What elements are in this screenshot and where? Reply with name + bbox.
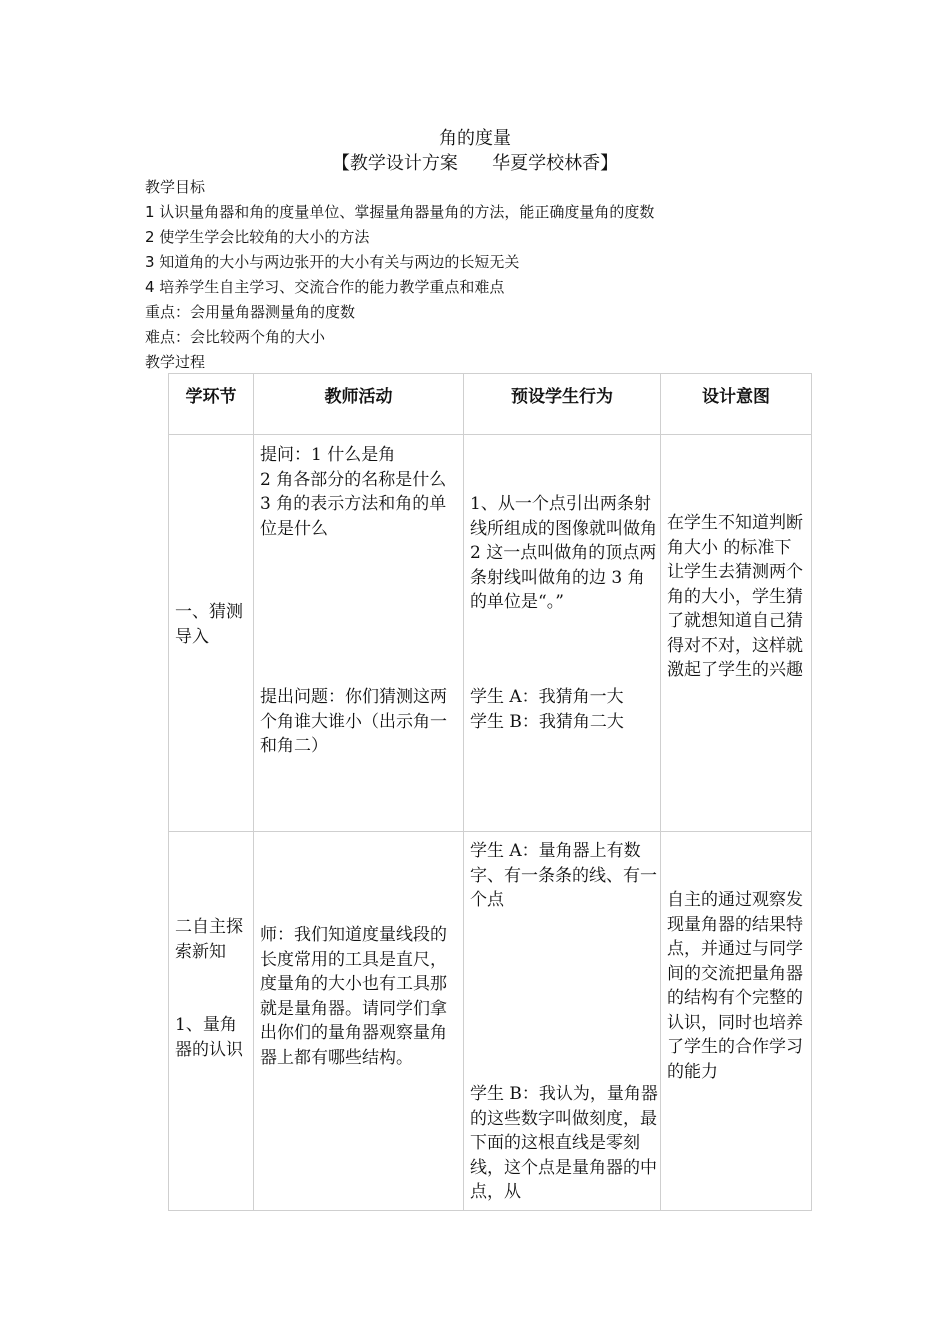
teacher-cell bbox=[254, 435, 464, 832]
student-cell bbox=[464, 435, 661, 832]
table-row bbox=[169, 832, 812, 1211]
student-cell bbox=[464, 832, 661, 1211]
student-guesses: 学生 A：我猜角一大 学生 B：我猜角二大 bbox=[470, 687, 624, 732]
header-teacher-activity: 教师活动 bbox=[254, 374, 464, 435]
teacher-instruction: 师：我们知道度量线段的长度常用的工具是直尺，度量角的大小也有工具那就是量角器。请同学们拿出你们的量角器观察量角器上都有哪些结构。 bbox=[260, 925, 447, 1068]
process-heading: 教学过程 bbox=[145, 353, 206, 371]
substage-text: 1、量角器的认识 bbox=[175, 1015, 243, 1060]
teacher-prompt: 提出问题：你们猜测这两个角谁大谁小（出示角一和角二） bbox=[260, 687, 447, 756]
header-student-behavior: 预设学生行为 bbox=[464, 374, 661, 435]
key-point: 重点：会用量角器测量角的度数 bbox=[145, 303, 356, 321]
goal-item-2: 2 使学生学会比较角的大小的方法 bbox=[145, 228, 370, 246]
teacher-questions: 提问：1 什么是角 2 角各部分的名称是什么 3 角的表示方法和角的单位是什么 bbox=[260, 445, 447, 539]
goal-item-4: 4 培养学生自主学习、交流合作的能力教学重点和难点 bbox=[145, 278, 505, 296]
lesson-plan-table bbox=[168, 373, 812, 1211]
intent-cell bbox=[661, 832, 812, 1211]
intent-text: 在学生不知道判断角大小 的标准下让学生去猜测两个角的大小，学生猜了就想知道自己猜得对不对，这样就激起了学生的兴趣 bbox=[667, 513, 803, 680]
stage-text: 一、猜测导入 bbox=[175, 602, 243, 647]
student-b-explanation: 学生 B：我认为，量角器的这些数字叫做刻度，最下面的这根直线是零刻线，这个点是量角器的中点，从 bbox=[470, 1084, 658, 1202]
student-answer: 1、从一个点引出两条射线所组成的图像就叫做角 2 这一点叫做角的顶点两条射线叫做角的边 3 角的单位是“。” bbox=[470, 494, 657, 612]
document-title: 角的度量 bbox=[439, 128, 511, 149]
header-stage: 学环节 bbox=[169, 374, 254, 435]
intent-text: 自主的通过观察发现量角器的结果特点，并通过与同学间的交流把量角器的结构有个完整的认识，同时也培养了学生的合作学习的能力 bbox=[667, 890, 803, 1082]
stage-cell bbox=[169, 832, 254, 1211]
stage-text: 二自主探索新知 bbox=[175, 917, 243, 962]
teacher-cell bbox=[254, 832, 464, 1211]
intent-cell bbox=[661, 435, 812, 832]
stage-cell bbox=[169, 435, 254, 832]
document-subtitle: 【教学设计方案 华夏学校林香】 bbox=[331, 153, 619, 174]
header-design-intent: 设计意图 bbox=[661, 374, 812, 435]
table-header-row bbox=[169, 374, 812, 435]
goals-heading: 教学目标 bbox=[145, 178, 206, 196]
goal-item-1: 1 认识量角器和角的度量单位、掌握量角器量角的方法，能正确度量角的度数 bbox=[145, 203, 655, 221]
student-a-observation: 学生 A：量角器上有数字、有一条条的线、有一个点 bbox=[470, 841, 657, 910]
table-row bbox=[169, 435, 812, 832]
difficulty-point: 难点：会比较两个角的大小 bbox=[145, 328, 326, 346]
goal-item-3: 3 知道角的大小与两边张开的大小有关与两边的长短无关 bbox=[145, 253, 520, 271]
